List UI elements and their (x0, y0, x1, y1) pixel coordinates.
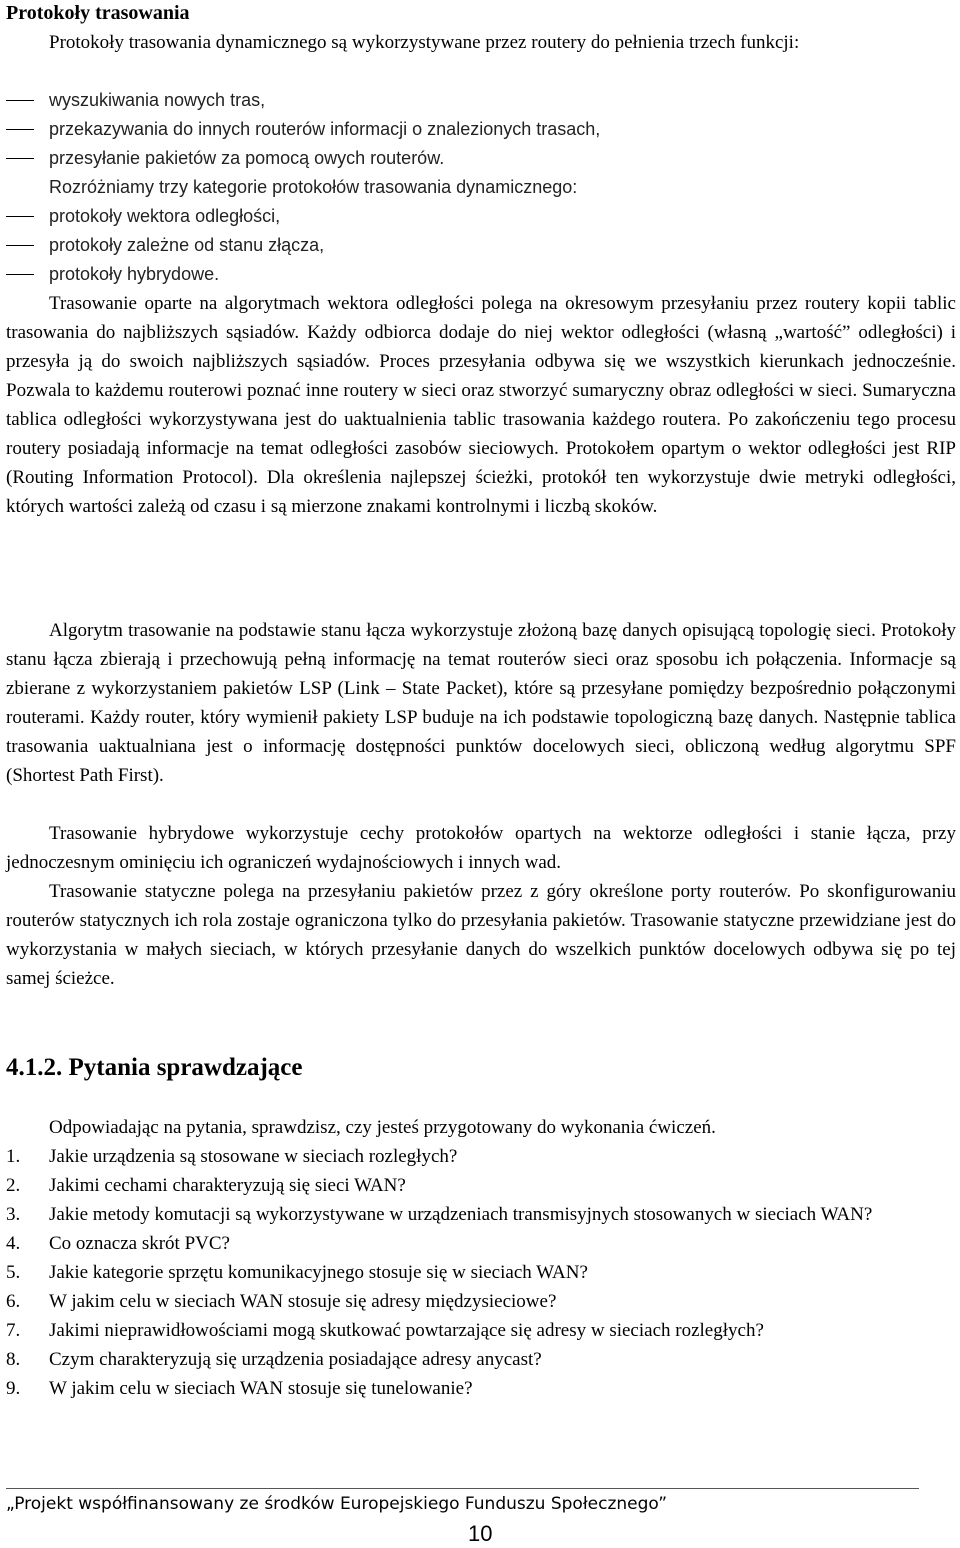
paragraph-link-state: Algorytm trasowanie na podstawie stanu łącza wykorzystuje złożoną bazę danych opisującą topologię sieci. Protokoły stanu łącza zbierają i przechowują pełną informację na temat routerów sieci oraz sposobu ich połączenia. Informacje są zbierane z wykorzystaniem pakietów LSP (Link – State Packet), które są przesyłane pomiędzy bezpośrednio połączonymi routerami. Każdy router, który wymienił pakiety LSP buduje na ich podstawie topologiczną bazę danych. Następnie tablica trasowania uaktualniana jest o informację dostępności punktów docelowych sieci, obliczoną według algorytmu SPF (Shortest Path First). (6, 620, 956, 786)
dash-bullet (6, 129, 34, 130)
list-item: przesyłanie pakietów za pomocą owych routerów. (6, 144, 956, 173)
questions-intro: Odpowiadając na pytania, sprawdzisz, czy jesteś przygotowany do wykonania ćwiczeń. (49, 1117, 716, 1138)
dash-bullet (6, 100, 34, 101)
footer-text: „Projekt współfinansowany ze środków Europejskiego Funduszu Społecznego” (6, 1494, 668, 1514)
question-item: 8. Czym charakteryzują się urządzenia posiadające adresy anycast? (6, 1349, 542, 1370)
section-heading: Protokoły trasowania (6, 2, 190, 24)
dash-bullet (6, 158, 34, 159)
questions-list (6, 1142, 956, 1403)
page-number: 10 (468, 1521, 493, 1546)
question-item: 3. Jakie metody komutacji są wykorzystywane w urządzeniach transmisyjnych stosowanych w sieciach WAN? (6, 1204, 873, 1225)
dash-bullet (6, 216, 34, 217)
paragraph-categories-intro: Rozróżniamy trzy kategorie protokołów trasowania dynamicznego: (49, 177, 578, 197)
list-item: protokoły wektora odległości, (6, 202, 956, 231)
question-item: 4. Co oznacza skrót PVC? (6, 1233, 230, 1254)
footer-divider (6, 1488, 919, 1489)
list-item: wyszukiwania nowych tras, (6, 86, 956, 115)
question-item: 7. Jakimi nieprawidłowościami mogą skutkować powtarzające się adresy w sieciach rozległych? (6, 1320, 764, 1341)
functions-list (6, 86, 956, 173)
section-title: 4.1.2. Pytania sprawdzające (6, 1054, 303, 1081)
question-item: 9. W jakim celu w sieciach WAN stosuje się tunelowanie? (6, 1378, 473, 1399)
paragraph-distance-vector: Trasowanie oparte na algorytmach wektora odległości polega na okresowym przesyłaniu przez routery kopii tablic trasowania do najbliższych sąsiadów. Każdy odbiorca dodaje do niej wektor odległości (własną „wartość” odległości) i przesyła ją do swoich najbliższych sąsiadów. Proces przesyłania odbywa się we wszystkich kierunkach jednocześnie. Pozwala to każdemu routerowi poznać inne routery w sieci oraz stworzyć sumaryczny obraz odległości w sieci. Sumaryczna tablica odległości wykorzystywana jest do uaktualnienia tablic trasowania każdego routera. Po zakończeniu tego procesu routery posiadają informacje na temat odległości zasobów sieciowych. Protokołem opartym o wektor odległości jest RIP (Routing Information Protocol). Dla określenia najlepszej ścieżki, protokół ten wykorzystuje dwie metryki odległości, których wartości zależą od czasu i są mierzone znakami kontrolnymi i liczbą skoków. (6, 293, 956, 517)
paragraph-hybrid: Trasowanie hybrydowe wykorzystuje cechy protokołów opartych na wektorze odległości i stanie łącza, przy jednoczesnym ominięciu ich ograniczeń wydajnościowych i innych wad. (6, 823, 956, 873)
dash-bullet (6, 245, 34, 246)
paragraph-intro: Protokoły trasowania dynamicznego są wykorzystywane przez routery do pełnienia trzech funkcji: (49, 32, 800, 53)
question-item: 1. Jakie urządzenia są stosowane w sieciach rozległych? (6, 1146, 458, 1167)
categories-list (6, 202, 956, 289)
list-item: protokoły hybrydowe. (6, 260, 956, 289)
question-item: 5. Jakie kategorie sprzętu komunikacyjnego stosuje się w sieciach WAN? (6, 1262, 588, 1283)
list-item: protokoły zależne od stanu złącza, (6, 231, 956, 260)
question-item: 6. W jakim celu w sieciach WAN stosuje się adresy międzysieciowe? (6, 1291, 557, 1312)
dash-bullet (6, 274, 34, 275)
question-item: 2. Jakimi cechami charakteryzują się sieci WAN? (6, 1175, 406, 1196)
list-item: przekazywania do innych routerów informacji o znalezionych trasach, (6, 115, 956, 144)
paragraph-static: Trasowanie statyczne polega na przesyłaniu pakietów przez z góry określone porty routerów. Po skonfigurowaniu routerów statycznych ich rola zostaje ograniczona tylko do przesyłania pakietów. Trasowanie statyczne przewidziane jest do wykorzystania w małych sieciach, w których przesyłanie danych do wszelkich punktów docelowych odbywa się po tej samej ścieżce. (6, 881, 956, 989)
